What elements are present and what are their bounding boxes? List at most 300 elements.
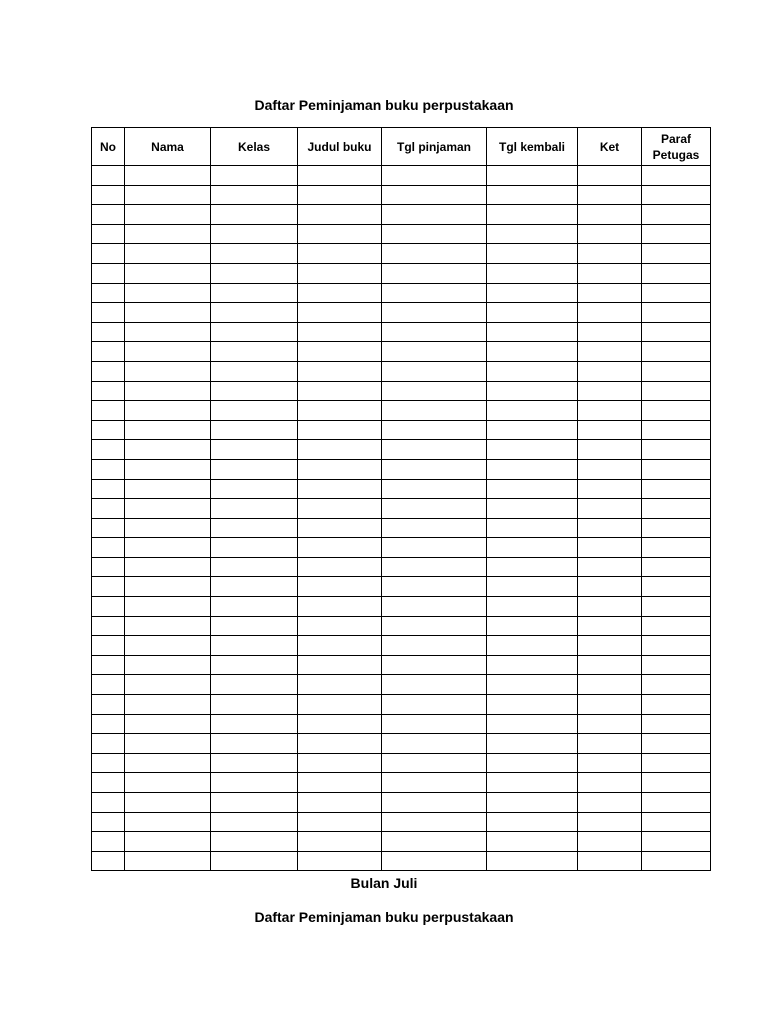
table-cell-tgl-kembali bbox=[487, 381, 578, 401]
table-row bbox=[92, 851, 711, 871]
table-cell-no bbox=[92, 832, 125, 852]
table-cell-ket bbox=[578, 518, 642, 538]
table-cell-nama bbox=[125, 244, 211, 264]
table-cell-kelas bbox=[211, 518, 298, 538]
table-cell-tgl-pinjaman bbox=[382, 303, 487, 323]
table-cell-ket bbox=[578, 675, 642, 695]
table-cell-ket bbox=[578, 832, 642, 852]
table-cell-kelas bbox=[211, 734, 298, 754]
table-row bbox=[92, 381, 711, 401]
table-cell-kelas bbox=[211, 205, 298, 225]
table-cell-nama bbox=[125, 479, 211, 499]
table-cell-tgl-kembali bbox=[487, 440, 578, 460]
table-cell-nama bbox=[125, 832, 211, 852]
table-cell-paraf-petugas bbox=[642, 401, 711, 421]
table-cell-ket bbox=[578, 734, 642, 754]
table-cell-nama bbox=[125, 538, 211, 558]
table-cell-judul-buku bbox=[298, 734, 382, 754]
table-cell-no bbox=[92, 616, 125, 636]
table-cell-tgl-kembali bbox=[487, 263, 578, 283]
table-cell-no bbox=[92, 224, 125, 244]
table-cell-nama bbox=[125, 166, 211, 186]
table-cell-judul-buku bbox=[298, 616, 382, 636]
table-cell-judul-buku bbox=[298, 714, 382, 734]
table-cell-no bbox=[92, 342, 125, 362]
table-cell-nama bbox=[125, 283, 211, 303]
table-cell-tgl-pinjaman bbox=[382, 518, 487, 538]
table-cell-tgl-kembali bbox=[487, 283, 578, 303]
table-cell-no bbox=[92, 244, 125, 264]
table-cell-ket bbox=[578, 459, 642, 479]
table-cell-tgl-kembali bbox=[487, 616, 578, 636]
table-cell-tgl-pinjaman bbox=[382, 283, 487, 303]
table-cell-tgl-pinjaman bbox=[382, 381, 487, 401]
column-header-tgl-kembali: Tgl kembali bbox=[487, 128, 578, 166]
table-cell-kelas bbox=[211, 322, 298, 342]
table-cell-judul-buku bbox=[298, 695, 382, 715]
table-cell-tgl-kembali bbox=[487, 459, 578, 479]
table-cell-judul-buku bbox=[298, 401, 382, 421]
table-cell-no bbox=[92, 557, 125, 577]
table-cell-tgl-pinjaman bbox=[382, 655, 487, 675]
table-cell-kelas bbox=[211, 244, 298, 264]
borrowing-log-table bbox=[91, 127, 711, 871]
table-cell-paraf-petugas bbox=[642, 655, 711, 675]
table-cell-paraf-petugas bbox=[642, 675, 711, 695]
table-cell-tgl-kembali bbox=[487, 675, 578, 695]
table-cell-ket bbox=[578, 577, 642, 597]
table-cell-tgl-kembali bbox=[487, 695, 578, 715]
table-cell-tgl-kembali bbox=[487, 832, 578, 852]
table-cell-ket bbox=[578, 361, 642, 381]
table-cell-judul-buku bbox=[298, 655, 382, 675]
table-cell-kelas bbox=[211, 773, 298, 793]
table-cell-tgl-pinjaman bbox=[382, 636, 487, 656]
table-cell-paraf-petugas bbox=[642, 812, 711, 832]
table-cell-no bbox=[92, 440, 125, 460]
table-cell-tgl-kembali bbox=[487, 557, 578, 577]
table-cell-paraf-petugas bbox=[642, 459, 711, 479]
table-cell-ket bbox=[578, 224, 642, 244]
table-cell-tgl-pinjaman bbox=[382, 205, 487, 225]
table-cell-judul-buku bbox=[298, 577, 382, 597]
table-cell-tgl-kembali bbox=[487, 655, 578, 675]
table-cell-ket bbox=[578, 303, 642, 323]
table-cell-ket bbox=[578, 597, 642, 617]
table-cell-no bbox=[92, 734, 125, 754]
table-cell-no bbox=[92, 851, 125, 871]
table-cell-tgl-kembali bbox=[487, 773, 578, 793]
column-header-paraf-petugas bbox=[642, 128, 711, 166]
table-cell-no bbox=[92, 499, 125, 519]
table-cell-paraf-petugas bbox=[642, 753, 711, 773]
table-cell-tgl-pinjaman bbox=[382, 734, 487, 754]
table-cell-judul-buku bbox=[298, 518, 382, 538]
column-header-no: No bbox=[92, 128, 125, 166]
table-row bbox=[92, 695, 711, 715]
table-cell-nama bbox=[125, 361, 211, 381]
table-cell-judul-buku bbox=[298, 459, 382, 479]
table-cell-judul-buku bbox=[298, 244, 382, 264]
table-cell-tgl-kembali bbox=[487, 244, 578, 264]
table-cell-ket bbox=[578, 283, 642, 303]
table-cell-nama bbox=[125, 499, 211, 519]
table-cell-paraf-petugas bbox=[642, 636, 711, 656]
table-cell-kelas bbox=[211, 420, 298, 440]
table-cell-no bbox=[92, 401, 125, 421]
table-cell-no bbox=[92, 283, 125, 303]
table-cell-judul-buku bbox=[298, 381, 382, 401]
table-row bbox=[92, 244, 711, 264]
table-row bbox=[92, 753, 711, 773]
table-cell-nama bbox=[125, 695, 211, 715]
table-cell-judul-buku bbox=[298, 812, 382, 832]
table-cell-kelas bbox=[211, 655, 298, 675]
table-cell-tgl-pinjaman bbox=[382, 166, 487, 186]
table-cell-judul-buku bbox=[298, 185, 382, 205]
table-row bbox=[92, 420, 711, 440]
table-row bbox=[92, 557, 711, 577]
table-cell-tgl-pinjaman bbox=[382, 675, 487, 695]
table-cell-paraf-petugas bbox=[642, 361, 711, 381]
table-cell-paraf-petugas bbox=[642, 538, 711, 558]
table-cell-tgl-pinjaman bbox=[382, 557, 487, 577]
table-row bbox=[92, 401, 711, 421]
document-title-repeat: Daftar Peminjaman buku perpustakaan bbox=[254, 909, 514, 925]
table-cell-judul-buku bbox=[298, 557, 382, 577]
table-cell-nama bbox=[125, 420, 211, 440]
table-cell-ket bbox=[578, 342, 642, 362]
table-cell-no bbox=[92, 655, 125, 675]
table-row bbox=[92, 224, 711, 244]
table-row bbox=[92, 832, 711, 852]
table-cell-tgl-kembali bbox=[487, 205, 578, 225]
table-cell-tgl-pinjaman bbox=[382, 244, 487, 264]
table-cell-tgl-kembali bbox=[487, 714, 578, 734]
table-cell-tgl-pinjaman bbox=[382, 597, 487, 617]
table-row bbox=[92, 185, 711, 205]
table-cell-ket bbox=[578, 636, 642, 656]
table-row bbox=[92, 538, 711, 558]
table-cell-judul-buku bbox=[298, 342, 382, 362]
table-cell-judul-buku bbox=[298, 753, 382, 773]
table-cell-tgl-pinjaman bbox=[382, 616, 487, 636]
table-cell-ket bbox=[578, 499, 642, 519]
document-title: Daftar Peminjaman buku perpustakaan bbox=[254, 97, 514, 113]
table-cell-judul-buku bbox=[298, 499, 382, 519]
table-cell-no bbox=[92, 479, 125, 499]
table-cell-ket bbox=[578, 773, 642, 793]
table-cell-kelas bbox=[211, 185, 298, 205]
table-row bbox=[92, 773, 711, 793]
table-row bbox=[92, 714, 711, 734]
table-cell-no bbox=[92, 322, 125, 342]
table-cell-kelas bbox=[211, 263, 298, 283]
table-cell-paraf-petugas bbox=[642, 832, 711, 852]
table-cell-tgl-kembali bbox=[487, 322, 578, 342]
table-cell-no bbox=[92, 166, 125, 186]
table-row bbox=[92, 303, 711, 323]
table-cell-no bbox=[92, 361, 125, 381]
table-cell-kelas bbox=[211, 597, 298, 617]
column-header-nama: Nama bbox=[125, 128, 211, 166]
table-cell-nama bbox=[125, 577, 211, 597]
table-cell-nama bbox=[125, 851, 211, 871]
table-cell-tgl-pinjaman bbox=[382, 440, 487, 460]
table-cell-judul-buku bbox=[298, 773, 382, 793]
table-cell-ket bbox=[578, 695, 642, 715]
table-cell-paraf-petugas bbox=[642, 322, 711, 342]
table-cell-judul-buku bbox=[298, 205, 382, 225]
table-cell-nama bbox=[125, 303, 211, 323]
table-cell-paraf-petugas bbox=[642, 205, 711, 225]
table-cell-tgl-kembali bbox=[487, 361, 578, 381]
table-cell-no bbox=[92, 675, 125, 695]
table-cell-ket bbox=[578, 538, 642, 558]
table-row bbox=[92, 283, 711, 303]
table-cell-kelas bbox=[211, 636, 298, 656]
table-cell-no bbox=[92, 753, 125, 773]
table-cell-nama bbox=[125, 224, 211, 244]
table-cell-no bbox=[92, 636, 125, 656]
table-row bbox=[92, 440, 711, 460]
table-cell-no bbox=[92, 773, 125, 793]
table-cell-tgl-pinjaman bbox=[382, 695, 487, 715]
table-row bbox=[92, 636, 711, 656]
table-row bbox=[92, 263, 711, 283]
table-cell-kelas bbox=[211, 381, 298, 401]
table-cell-ket bbox=[578, 616, 642, 636]
table-cell-tgl-kembali bbox=[487, 812, 578, 832]
table-cell-ket bbox=[578, 851, 642, 871]
table-cell-kelas bbox=[211, 342, 298, 362]
table-row bbox=[92, 459, 711, 479]
table-cell-paraf-petugas bbox=[642, 499, 711, 519]
table-cell-nama bbox=[125, 597, 211, 617]
table-cell-kelas bbox=[211, 695, 298, 715]
table-cell-tgl-kembali bbox=[487, 851, 578, 871]
table-cell-tgl-kembali bbox=[487, 166, 578, 186]
table-row bbox=[92, 479, 711, 499]
table-cell-paraf-petugas bbox=[642, 577, 711, 597]
table-cell-paraf-petugas bbox=[642, 518, 711, 538]
table-cell-nama bbox=[125, 753, 211, 773]
column-header-paraf-petugas-line-1: Paraf bbox=[660, 131, 692, 146]
table-row bbox=[92, 577, 711, 597]
table-row bbox=[92, 499, 711, 519]
table-cell-kelas bbox=[211, 166, 298, 186]
table-cell-tgl-pinjaman bbox=[382, 322, 487, 342]
table-cell-judul-buku bbox=[298, 224, 382, 244]
column-header-judul-buku: Judul buku bbox=[298, 128, 382, 166]
table-cell-ket bbox=[578, 812, 642, 832]
table-cell-kelas bbox=[211, 557, 298, 577]
table-cell-tgl-pinjaman bbox=[382, 773, 487, 793]
table-cell-paraf-petugas bbox=[642, 244, 711, 264]
table-cell-paraf-petugas bbox=[642, 185, 711, 205]
table-cell-kelas bbox=[211, 538, 298, 558]
table-cell-tgl-pinjaman bbox=[382, 459, 487, 479]
column-header-paraf-petugas-line-2: Petugas bbox=[652, 147, 700, 162]
table-cell-tgl-kembali bbox=[487, 518, 578, 538]
table-cell-judul-buku bbox=[298, 636, 382, 656]
table-cell-ket bbox=[578, 793, 642, 813]
table-row bbox=[92, 597, 711, 617]
table-cell-ket bbox=[578, 263, 642, 283]
table-cell-nama bbox=[125, 342, 211, 362]
table-cell-judul-buku bbox=[298, 832, 382, 852]
table-cell-ket bbox=[578, 401, 642, 421]
table-cell-kelas bbox=[211, 832, 298, 852]
table-row bbox=[92, 793, 711, 813]
table-cell-tgl-kembali bbox=[487, 401, 578, 421]
table-cell-no bbox=[92, 793, 125, 813]
table-cell-tgl-pinjaman bbox=[382, 753, 487, 773]
table-cell-paraf-petugas bbox=[642, 381, 711, 401]
table-cell-tgl-pinjaman bbox=[382, 793, 487, 813]
table-row bbox=[92, 734, 711, 754]
table-cell-ket bbox=[578, 655, 642, 675]
table-cell-tgl-pinjaman bbox=[382, 185, 487, 205]
table-cell-nama bbox=[125, 205, 211, 225]
table-cell-tgl-kembali bbox=[487, 224, 578, 244]
table-cell-nama bbox=[125, 675, 211, 695]
table-cell-tgl-kembali bbox=[487, 303, 578, 323]
month-caption: Bulan Juli bbox=[350, 875, 418, 891]
table-cell-tgl-pinjaman bbox=[382, 538, 487, 558]
table-cell-judul-buku bbox=[298, 322, 382, 342]
table-cell-tgl-pinjaman bbox=[382, 577, 487, 597]
table-row bbox=[92, 205, 711, 225]
table-cell-judul-buku bbox=[298, 283, 382, 303]
table-cell-tgl-kembali bbox=[487, 734, 578, 754]
table-header-row bbox=[92, 128, 711, 166]
table-cell-no bbox=[92, 695, 125, 715]
table-cell-ket bbox=[578, 322, 642, 342]
table-cell-ket bbox=[578, 557, 642, 577]
table-cell-ket bbox=[578, 420, 642, 440]
table-cell-paraf-petugas bbox=[642, 263, 711, 283]
table-row bbox=[92, 518, 711, 538]
table-cell-tgl-pinjaman bbox=[382, 263, 487, 283]
table-cell-judul-buku bbox=[298, 479, 382, 499]
table-cell-tgl-kembali bbox=[487, 577, 578, 597]
table-cell-nama bbox=[125, 773, 211, 793]
table-cell-nama bbox=[125, 655, 211, 675]
table-cell-kelas bbox=[211, 303, 298, 323]
table-cell-tgl-kembali bbox=[487, 538, 578, 558]
table-cell-tgl-kembali bbox=[487, 636, 578, 656]
table-cell-tgl-pinjaman bbox=[382, 499, 487, 519]
table-cell-tgl-kembali bbox=[487, 479, 578, 499]
table-cell-no bbox=[92, 420, 125, 440]
table-cell-tgl-kembali bbox=[487, 342, 578, 362]
table-cell-no bbox=[92, 577, 125, 597]
table-row bbox=[92, 322, 711, 342]
table-cell-nama bbox=[125, 263, 211, 283]
table-cell-judul-buku bbox=[298, 793, 382, 813]
table-cell-kelas bbox=[211, 714, 298, 734]
table-row bbox=[92, 675, 711, 695]
table-cell-tgl-kembali bbox=[487, 753, 578, 773]
table-cell-no bbox=[92, 597, 125, 617]
table-cell-no bbox=[92, 263, 125, 283]
table-cell-judul-buku bbox=[298, 440, 382, 460]
table-cell-tgl-pinjaman bbox=[382, 851, 487, 871]
table-cell-nama bbox=[125, 616, 211, 636]
table-cell-kelas bbox=[211, 283, 298, 303]
table-cell-ket bbox=[578, 479, 642, 499]
table-cell-paraf-petugas bbox=[642, 616, 711, 636]
table-cell-nama bbox=[125, 459, 211, 479]
table-cell-kelas bbox=[211, 499, 298, 519]
table-cell-no bbox=[92, 381, 125, 401]
table-cell-kelas bbox=[211, 224, 298, 244]
table-cell-no bbox=[92, 459, 125, 479]
table-cell-tgl-kembali bbox=[487, 185, 578, 205]
table-cell-nama bbox=[125, 322, 211, 342]
table-cell-nama bbox=[125, 518, 211, 538]
table-cell-judul-buku bbox=[298, 166, 382, 186]
table-cell-kelas bbox=[211, 753, 298, 773]
table-cell-no bbox=[92, 303, 125, 323]
table-cell-tgl-kembali bbox=[487, 499, 578, 519]
table-cell-nama bbox=[125, 714, 211, 734]
column-header-ket: Ket bbox=[578, 128, 642, 166]
column-header-tgl-pinjaman: Tgl pinjaman bbox=[382, 128, 487, 166]
table-cell-kelas bbox=[211, 577, 298, 597]
table-cell-tgl-pinjaman bbox=[382, 224, 487, 244]
table-cell-paraf-petugas bbox=[642, 851, 711, 871]
table-cell-paraf-petugas bbox=[642, 166, 711, 186]
table-row bbox=[92, 361, 711, 381]
table-cell-ket bbox=[578, 185, 642, 205]
table-cell-no bbox=[92, 518, 125, 538]
table-cell-ket bbox=[578, 753, 642, 773]
table-cell-nama bbox=[125, 557, 211, 577]
table-cell-judul-buku bbox=[298, 303, 382, 323]
table-cell-kelas bbox=[211, 793, 298, 813]
table-cell-kelas bbox=[211, 361, 298, 381]
table-cell-ket bbox=[578, 440, 642, 460]
table-cell-judul-buku bbox=[298, 851, 382, 871]
table-cell-paraf-petugas bbox=[642, 479, 711, 499]
table-cell-paraf-petugas bbox=[642, 440, 711, 460]
table-cell-nama bbox=[125, 636, 211, 656]
table-cell-ket bbox=[578, 205, 642, 225]
table-cell-nama bbox=[125, 401, 211, 421]
table-cell-tgl-pinjaman bbox=[382, 812, 487, 832]
table-cell-paraf-petugas bbox=[642, 342, 711, 362]
table-cell-no bbox=[92, 538, 125, 558]
table-cell-ket bbox=[578, 166, 642, 186]
table-cell-judul-buku bbox=[298, 597, 382, 617]
table-body bbox=[92, 166, 711, 871]
table-cell-paraf-petugas bbox=[642, 420, 711, 440]
table-cell-judul-buku bbox=[298, 420, 382, 440]
table-cell-nama bbox=[125, 381, 211, 401]
table-row bbox=[92, 342, 711, 362]
table-cell-tgl-kembali bbox=[487, 420, 578, 440]
table-cell-kelas bbox=[211, 812, 298, 832]
table-cell-kelas bbox=[211, 401, 298, 421]
table-cell-ket bbox=[578, 244, 642, 264]
column-header-kelas: Kelas bbox=[211, 128, 298, 166]
table-cell-no bbox=[92, 185, 125, 205]
table-row bbox=[92, 616, 711, 636]
table-cell-paraf-petugas bbox=[642, 793, 711, 813]
table-cell-paraf-petugas bbox=[642, 224, 711, 244]
